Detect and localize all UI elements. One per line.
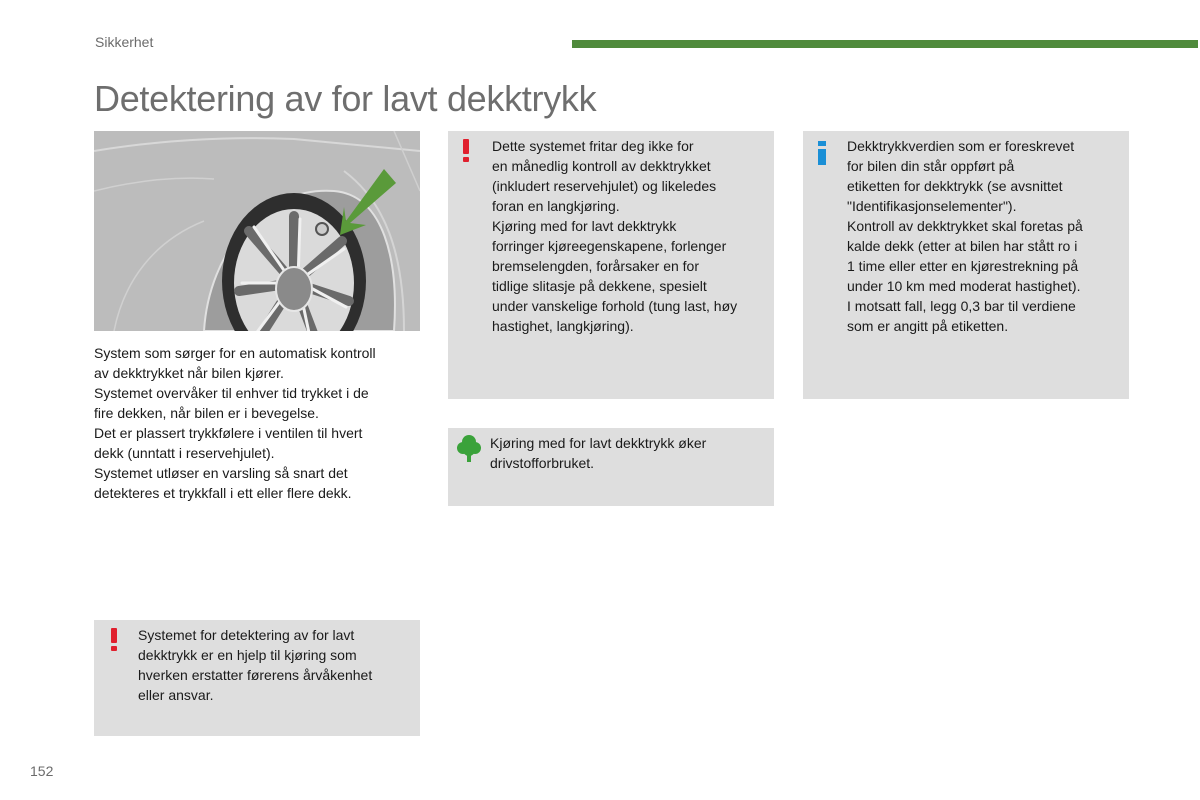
- tyre-valve-illustration: [94, 131, 420, 331]
- tree-icon: [456, 434, 482, 467]
- warning-box: [448, 131, 774, 399]
- warning-line: Kjøring med for lavt dekktrykk: [492, 218, 677, 234]
- page-number: 152: [30, 763, 54, 779]
- warning-2-text: [138, 625, 413, 705]
- warning-line: forringer kjøreegenskapene, forlenger: [492, 238, 727, 254]
- info-line: Dekktrykkverdien som er foreskrevet: [847, 138, 1075, 154]
- info-icon: [817, 141, 827, 170]
- info-line: under 10 km med moderat hastighet).: [847, 278, 1081, 294]
- eco-line: Kjøring med for lavt dekktrykk øker: [490, 435, 707, 451]
- warning-line: foran en langkjøring.: [492, 198, 620, 214]
- intro-line: av dekktrykket når bilen kjører.: [94, 365, 284, 381]
- warning-line: hastighet, langkjøring).: [492, 318, 634, 334]
- exclamation-icon: [460, 139, 472, 168]
- intro-line: Systemet utløser en varsling så snart det: [94, 465, 348, 481]
- warning-2-line: hverken erstatter førerens årvåkenhet: [138, 667, 373, 683]
- warning-line: Dette systemet fritar deg ikke for: [492, 138, 694, 154]
- warning-line: tidlige slitasje på dekkene, spesielt: [492, 278, 707, 294]
- warning-text: [492, 136, 772, 336]
- warning-box-2: [94, 620, 420, 736]
- info-line: 1 time eller etter en kjørestrekning på: [847, 258, 1079, 274]
- intro-line: dekk (unntatt i reservehjulet).: [94, 445, 275, 461]
- warning-2-line: dekktrykk er en hjelp til kjøring som: [138, 647, 357, 663]
- intro-line: Det er plassert trykkfølere i ventilen til hvert: [94, 425, 363, 441]
- warning-line: bremselengden, forårsaker en for: [492, 258, 699, 274]
- info-line: for bilen din står oppført på: [847, 158, 1015, 174]
- info-box: [803, 131, 1129, 399]
- page-title: Detektering av for lavt dekktrykk: [94, 78, 597, 119]
- intro-line: System som sørger for en automatisk kontroll: [94, 345, 376, 361]
- warning-2-line: eller ansvar.: [138, 687, 214, 703]
- intro-line: detekteres et trykkfall i ett eller flere dekk.: [94, 485, 352, 501]
- exclamation-icon: [108, 628, 120, 657]
- warning-line: en månedlig kontroll av dekktrykket: [492, 158, 711, 174]
- info-line: kalde dekk (etter at bilen har stått ro i: [847, 238, 1078, 254]
- intro-paragraph: [94, 343, 424, 503]
- info-line: som er angitt på etiketten.: [847, 318, 1009, 334]
- intro-line: Systemet overvåker til enhver tid trykket i de: [94, 385, 369, 401]
- info-line: "Identifikasjonselementer").: [847, 198, 1017, 214]
- header-accent-rule: [572, 40, 1198, 48]
- warning-2-line: Systemet for detektering av for lavt: [138, 627, 355, 643]
- section-label: Sikkerhet: [95, 34, 154, 50]
- eco-line: drivstofforbruket.: [490, 455, 595, 471]
- intro-line: fire dekken, når bilen er i bevegelse.: [94, 405, 319, 421]
- eco-box: [448, 428, 774, 506]
- info-line: etiketten for dekktrykk (se avsnittet: [847, 178, 1063, 194]
- info-line: Kontroll av dekktrykket skal foretas på: [847, 218, 1083, 234]
- info-line: I motsatt fall, legg 0,3 bar til verdiene: [847, 298, 1076, 314]
- warning-line: under vanskelige forhold (tung last, høy: [492, 298, 738, 314]
- eco-text: [490, 433, 770, 473]
- warning-line: (inkludert reservehjulet) og likeledes: [492, 178, 717, 194]
- info-text: [847, 136, 1122, 336]
